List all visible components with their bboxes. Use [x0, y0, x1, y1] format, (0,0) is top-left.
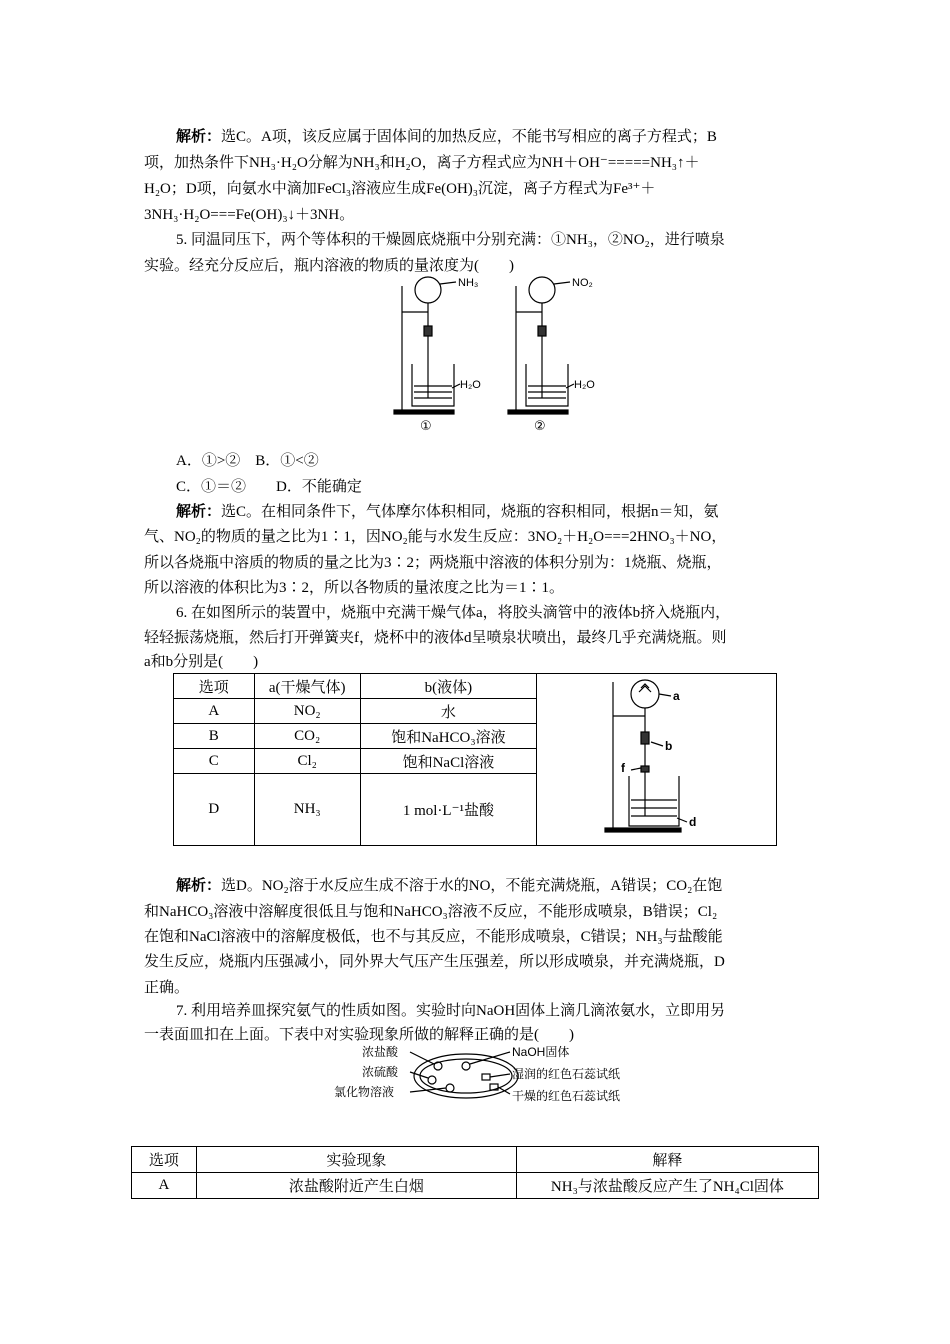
petri-label-chloride: 氯化物溶液 [334, 1085, 395, 1099]
q6-fig-label-f: f [621, 761, 626, 775]
fig1-gas-label: NH₃ [458, 277, 479, 289]
analysis5-line2: 气、NO₂的物质的量之比为1∶1，因NO₂能与水发生反应：3NO₂＋H₂O===2HNO₃＋NO， [144, 529, 727, 545]
petri-label-naoh: NaOH固体 [512, 1045, 570, 1059]
analysis6-line5: 正确。 [144, 980, 190, 996]
apparatus-1 [394, 277, 460, 414]
analysis4-line1: 解析：选C。A项，该反应属于固体间的加热反应，不能书写相应的离子方程式；B [176, 129, 717, 145]
fig1-liquid-label: H₂O [460, 379, 481, 391]
q5-options-cd: C．①＝② D．不能确定 [176, 479, 362, 495]
q6-row-b-option: B [174, 724, 255, 749]
q6-row-b-gas: CO₂ [254, 724, 360, 749]
q7-table [131, 1146, 819, 1199]
q6-row-c-liquid: 饱和NaCl溶液 [360, 749, 536, 774]
q7-line2: 一表面皿扣在上面。下表中对实验现象所做的解释正确的是( ) [144, 1027, 574, 1043]
analysis6-line4: 发生反应，烧瓶内压强减小，同外界大气压产生压强差，所以形成喷泉，并充满烧瓶，D [144, 954, 725, 970]
fig2-gas-label: NO₂ [572, 277, 593, 289]
analysis6-line2: 和NaHCO₃溶液中溶解度很低且与饱和NaHCO₃溶液不反应，不能形成喷泉，B错误；Cl₂ [144, 904, 718, 920]
q6-table [173, 673, 777, 846]
analysis6-line3: 在饱和NaCl溶液中的溶解度极低，也不与其反应，不能形成喷泉，C错误；NH₃与盐酸能 [144, 929, 723, 945]
q6-line1: 6. 在如图所示的装置中，烧瓶中充满干燥气体a，将胶头滴管中的液体b挤入烧瓶内， [176, 605, 731, 621]
q5-line1: 5. 同温同压下，两个等体积的干燥圆底烧瓶中分别充满：①NH₃，②NO₂，进行喷泉 [176, 232, 725, 248]
q5-options-ab: A．①>② B．①<② [176, 453, 319, 469]
q6-row-a-liquid: 水 [360, 699, 536, 724]
analysis-label: 解析： [176, 504, 222, 520]
q6-row-c-option: C [174, 749, 255, 774]
q7-row-a-explanation: NH₃与浓盐酸反应产生了NH₄Cl固体 [516, 1173, 818, 1199]
petri-dish-figure [330, 1044, 650, 1108]
analysis4-line2: 项，加热条件下NH₃·H₂O分解为NH₃和H₂O，离子方程式应为NH＋OH⁻=====NH₃↑＋ [144, 155, 700, 171]
analysis-label: 解析： [176, 129, 222, 145]
q6-header-gas: a(干燥气体) [254, 674, 360, 699]
petri-label-dry-paper: 干燥的红色石蕊试纸 [512, 1089, 621, 1103]
q6-row-a-gas: NO₂ [254, 699, 360, 724]
q6-fig-label-a: a [673, 689, 681, 703]
q7-row-a-phenomenon: 浓盐酸附近产生白烟 [196, 1173, 516, 1199]
analysis5-line1: 解析：选C。在相同条件下，气体摩尔体积相同，烧瓶的容积相同，根据n＝知，氨 [176, 504, 719, 520]
analysis5-line4: 所以溶液的体积比为3∶2，所以各物质的量浓度之比为＝1∶1。 [144, 580, 565, 596]
q6-row-b-liquid: 饱和NaHCO₃溶液 [360, 724, 536, 749]
q6-header-option: 选项 [174, 674, 255, 699]
q7-header-option: 选项 [132, 1147, 197, 1173]
petri-label-wet-paper: 湿润的红色石蕊试纸 [512, 1067, 621, 1081]
q6-fig-label-d: d [689, 815, 697, 829]
fig2-liquid-label: H₂O [574, 379, 595, 391]
q6-row-d-option: D [174, 774, 255, 846]
q5-line2: 实验。经充分反应后，瓶内溶液的物质的量浓度为( ) [144, 258, 514, 274]
fig1-caption: ① [420, 418, 432, 433]
q6-line3: a和b分别是( ) [144, 654, 259, 670]
q7-line1: 7. 利用培养皿探究氨气的性质如图。实验时向NaOH固体上滴几滴浓氨水，立即用另 [176, 1003, 726, 1019]
analysis6-line1: 解析：选D。NO₂溶于水反应生成不溶于水的NO，不能充满烧瓶，A错误；CO₂在饱 [176, 878, 723, 894]
petri-label-h2so4: 浓硫酸 [362, 1065, 399, 1079]
q6-row-c-gas: Cl₂ [254, 749, 360, 774]
q7-header-phenomenon: 实验现象 [196, 1147, 516, 1173]
analysis4-line3: H₂O；D项，向氨水中滴加FeCl₃溶液应生成Fe(OH)₃沉淀，离子方程式为Fe³⁺＋ [144, 181, 656, 197]
analysis5-line3: 所以各烧瓶中溶质的物质的量之比为3∶2；两烧瓶中溶液的体积分别为：1烧瓶、烧瓶， [144, 555, 722, 571]
q6-row-a-option: A [174, 699, 255, 724]
q6-header-liquid: b(液体) [360, 674, 536, 699]
q6-fig-label-b: b [665, 739, 673, 753]
fig2-caption: ② [534, 418, 546, 433]
q6-figure-cell [536, 674, 776, 846]
petri-label-hcl: 浓盐酸 [362, 1045, 399, 1059]
q7-row-a-option: A [132, 1173, 197, 1199]
q7-header-explanation: 解释 [516, 1147, 818, 1173]
q6-line2: 轻轻振荡烧瓶，然后打开弹簧夹f，烧杯中的液体d呈喷泉状喷出，最终几乎充满烧瓶。则 [144, 630, 727, 646]
analysis4-line4: 3NH₃·H₂O===Fe(OH)₃↓＋3NH。 [144, 207, 355, 223]
fountain-figure-q6 [601, 676, 711, 838]
q6-row-d-gas: NH₃ [254, 774, 360, 846]
fountain-figure-q5 [388, 276, 608, 436]
q6-row-d-liquid: 1 mol·L⁻¹盐酸 [360, 774, 536, 846]
apparatus-2 [508, 277, 574, 414]
analysis-label: 解析： [176, 878, 222, 894]
